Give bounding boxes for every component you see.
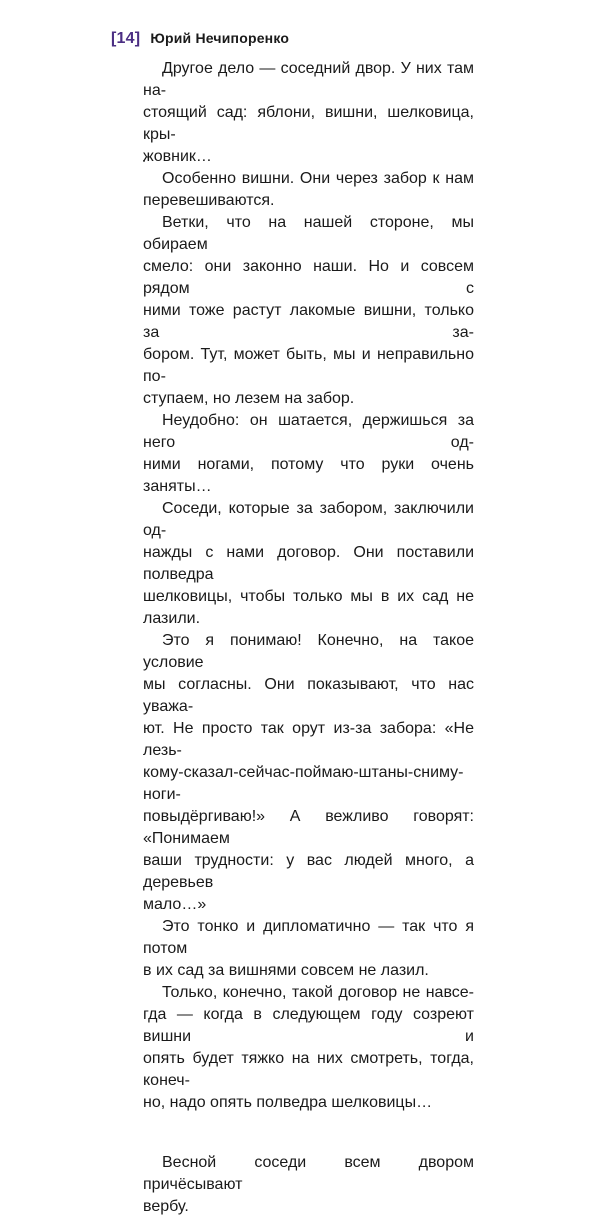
text-line: в их сад за вишнями совсем не лазил. [143,962,429,979]
author-name: Юрий Нечипоренко [150,30,290,46]
text-line: Соседи, которые за забором, заключили од- [143,500,474,539]
paragraph [143,212,474,410]
paragraph [143,1152,474,1218]
text-line: но, надо опять полведра шелковицы… [143,1094,433,1111]
text-line: смело: они законно наши. Но и совсем рядом с [143,258,474,297]
text-line: мы согласны. Они показывают, что нас уважа- [143,676,474,715]
text-line: нажды с нами договор. Они поставили полведра [143,544,474,583]
text-line: повыдёргиваю!» А вежливо говорят: «Понимаем [143,808,474,847]
text-line: мало…» [143,896,207,913]
text-line: Это я понимаю! Конечно, на такое условие [143,632,474,671]
text-line: вербу. [143,1198,189,1215]
text-line: жовник… [143,148,212,165]
paragraph [143,630,474,916]
text-line: стоящий сад: яблони, вишни, шелковица, кры- [143,104,474,143]
text-line: перевешиваются. [143,192,275,209]
text-line: ними тоже растут лакомые вишни, только за за- [143,302,474,341]
text-line: ступаем, но лезем на забор. [143,390,355,407]
running-header [111,30,289,48]
text-line: кому-сказал-сейчас-поймаю-штаны-сниму-ноги- [143,764,464,803]
page-number: [14] [111,30,141,47]
paragraph [143,410,474,498]
text-line: шелковицы, чтобы только мы в их сад не лазили. [143,588,474,627]
text-line: Неудобно: он шатается, держишься за него од- [143,412,474,451]
paragraph [143,498,474,630]
text-line: гда — когда в следующем году созреют вишни и [143,1006,474,1045]
text-line: Ветки, что на нашей стороне, мы обираем [143,214,474,253]
text-line: ют. Не просто так орут из-за забора: «Не лезь- [143,720,474,759]
text-line: опять будет тяжко на них смотреть, тогда, конеч- [143,1050,474,1089]
paragraph [143,58,474,168]
text-line: Только, конечно, такой договор не навсе- [162,984,474,1001]
paragraph [143,982,474,1114]
text-line: Другое дело — соседний двор. У них там на- [143,60,474,99]
text-line: Весной соседи всем двором причёсывают [143,1154,474,1193]
text-line: ваши трудности: у вас людей много, а деревьев [143,852,474,891]
body-text [143,58,474,1218]
text-line: ними ногами, потому что руки очень заняты… [143,456,474,495]
text-line: Это тонко и дипломатично — так что я потом [143,918,474,957]
paragraph [143,168,474,212]
paragraph [143,916,474,982]
text-line: бором. Тут, может быть, мы и неправильно по- [143,346,474,385]
text-line: Особенно вишни. Они через забор к нам [162,170,474,187]
